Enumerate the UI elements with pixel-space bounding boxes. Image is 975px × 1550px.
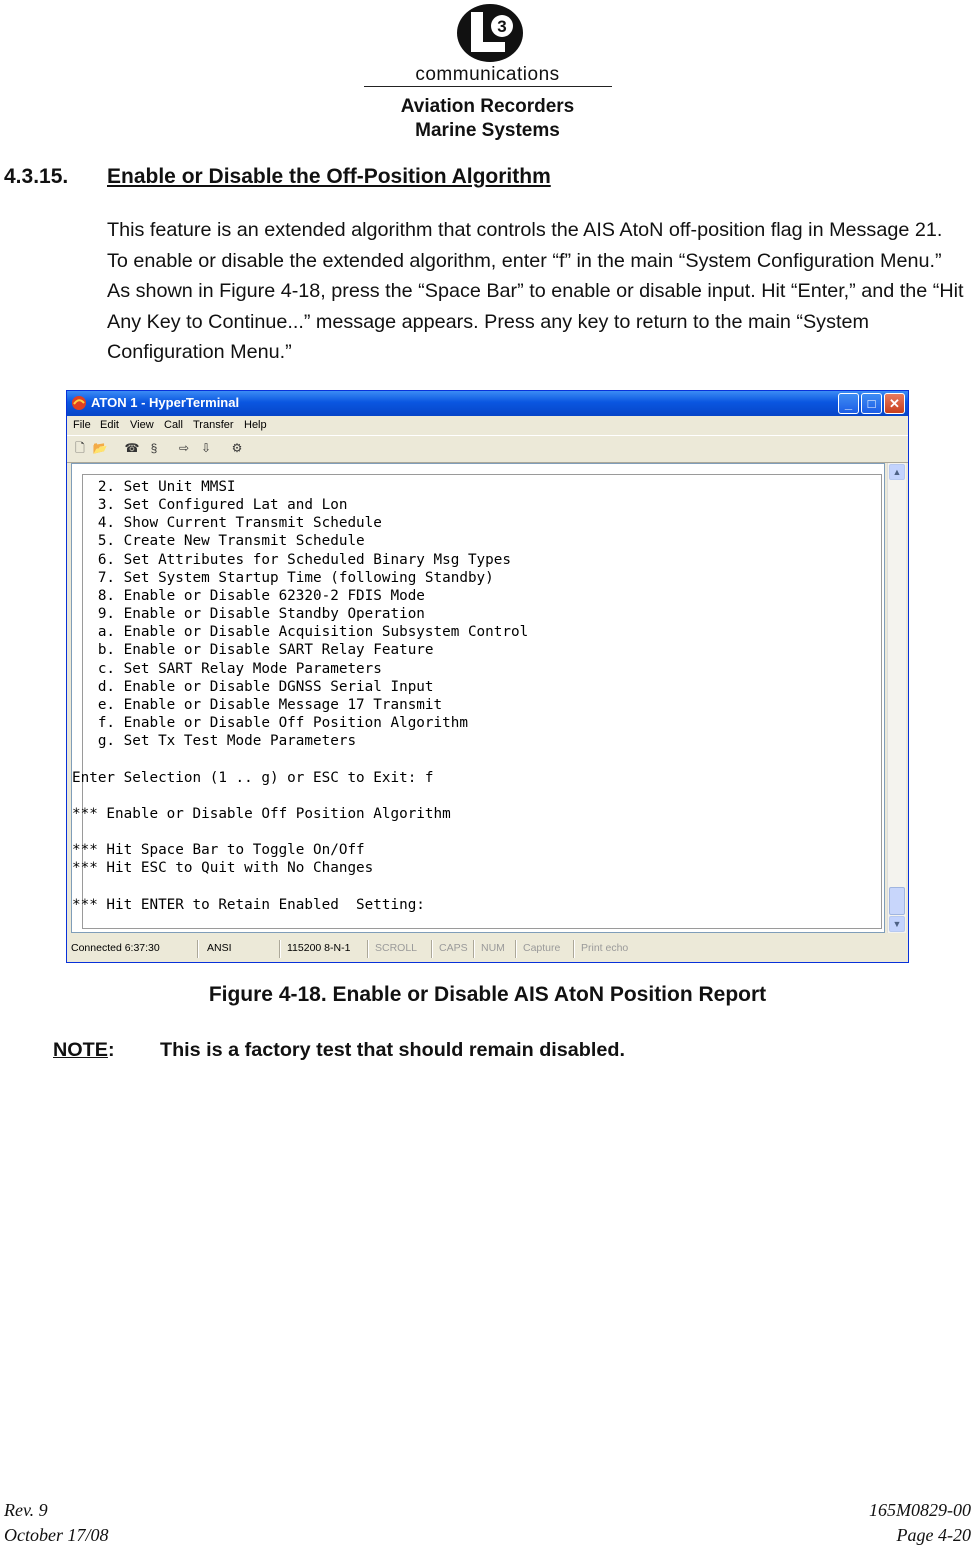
disconnect-icon[interactable]: § [150, 441, 158, 455]
footer-page: Page 4-20 [896, 1525, 971, 1545]
note-label-word: NOTE [53, 1039, 108, 1061]
minimize-button[interactable] [838, 393, 859, 414]
terminal-line: 5. Create New Transmit Schedule [72, 533, 365, 550]
close-button[interactable] [884, 393, 905, 414]
terminal-line: 2. Set Unit MMSI [72, 479, 236, 495]
note-text: This is a factory test that should remain disabled. [160, 1039, 625, 1061]
menu-transfer[interactable]: Transfer [193, 419, 234, 431]
figure-caption: Figure 4-18. Enable or Disable AIS AtoN Position Report [208, 983, 767, 1006]
chevron-down-icon: ▼ [892, 919, 902, 929]
menu-help[interactable]: Help [244, 419, 267, 431]
maximize-button[interactable] [861, 393, 882, 414]
terminal-line: 4. Show Current Transmit Schedule [72, 515, 382, 532]
status-print-echo: Print echo [581, 942, 629, 954]
terminal-text [72, 478, 528, 914]
receive-icon[interactable]: ⇩ [200, 441, 212, 455]
status-divider [431, 940, 433, 958]
status-divider [367, 940, 369, 958]
status-bar [67, 937, 908, 962]
terminal-line: 7. Set System Startup Time (following Standby) [72, 569, 494, 586]
section-body: This feature is an extended algorithm that controls the AIS AtoN off-position flag in Message 21. To enable or disable the extended algorithm, enter “f” in the main “System Configuration Menu.” As shown in Figure 4-18, press the “Space Bar” to enable or disable input. Hit “Enter,” and the “Hit Any Key to Continue...” message appears. Press any key to return to the main “System Configuration Menu.” [107, 219, 964, 363]
status-divider [573, 940, 575, 958]
status-divider [279, 940, 281, 958]
svg-text:3: 3 [497, 17, 507, 36]
terminal-line: e. Enable or Disable Message 17 Transmit [72, 696, 443, 713]
footer-rev: Rev. 9 [4, 1500, 48, 1520]
chevron-up-icon: ▲ [892, 467, 902, 477]
terminal-line: *** Hit Space Bar to Toggle On/Off [72, 842, 365, 859]
terminal-line: 6. Set Attributes for Scheduled Binary Msg Types [72, 551, 511, 568]
terminal-line: d. Enable or Disable DGNSS Serial Input [72, 678, 434, 695]
terminal-line: c. Set SART Relay Mode Parameters [72, 660, 382, 677]
terminal-line: Enter Selection (1 .. g) or ESC to Exit: f [72, 769, 434, 786]
footer-doc-number: 165M0829-00 [869, 1500, 971, 1520]
hyperterminal-window [66, 390, 909, 963]
menu-bar [67, 416, 908, 434]
hyperterminal-icon [71, 395, 87, 411]
footer-date: October 17/08 [4, 1525, 109, 1545]
close-icon: ✕ [889, 396, 900, 411]
section-title: Enable or Disable the Off-Position Algorithm [107, 165, 551, 188]
header-rule [364, 86, 612, 87]
terminal-line: *** Hit ENTER to Retain Enabled Setting: [72, 896, 425, 913]
menu-file[interactable]: File [73, 419, 91, 431]
terminal-area[interactable] [71, 463, 885, 933]
window-titlebar[interactable] [67, 391, 908, 416]
status-scroll: SCROLL [375, 942, 418, 954]
status-divider [473, 940, 475, 958]
scroll-down-button[interactable] [889, 916, 905, 932]
terminal-line: 8. Enable or Disable 62320-2 FDIS Mode [72, 587, 425, 604]
status-caps: CAPS [439, 942, 468, 954]
menu-call[interactable]: Call [164, 419, 183, 431]
status-port: 115200 8-N-1 [287, 942, 351, 954]
status-divider [197, 940, 199, 958]
terminal-line: f. Enable or Disable Off Position Algorithm [72, 715, 468, 732]
new-connection-icon[interactable]: 🗋 [75, 441, 85, 455]
brand-wordmark: communications [415, 64, 560, 85]
terminal-line: *** Enable or Disable Off Position Algorithm [72, 805, 451, 822]
send-icon[interactable]: ⇨ [178, 441, 190, 455]
org-line-2: Marine Systems [415, 120, 560, 141]
open-folder-icon[interactable]: 📂 [92, 441, 108, 455]
l3-logo [455, 2, 525, 64]
terminal-line: 9. Enable or Disable Standby Operation [72, 606, 425, 623]
section-number: 4.3.15. [4, 165, 69, 188]
scroll-up-button[interactable] [889, 464, 905, 480]
menu-view[interactable]: View [130, 419, 154, 431]
org-line-1: Aviation Recorders [400, 96, 575, 117]
status-connected: Connected 6:37:30 [71, 942, 160, 954]
status-emulation: ANSI [207, 942, 232, 954]
toolbar [67, 435, 908, 463]
window-title: ATON 1 - HyperTerminal [91, 395, 240, 410]
terminal-line: 3. Set Configured Lat and Lon [72, 497, 348, 514]
status-divider [515, 940, 517, 958]
terminal-line: g. Set Tx Test Mode Parameters [72, 733, 357, 750]
connect-icon[interactable]: ☎ [124, 441, 140, 455]
minimize-icon: _ [844, 396, 853, 411]
menu-edit[interactable]: Edit [100, 419, 119, 431]
properties-icon[interactable]: ⚙ [231, 441, 243, 455]
status-num: NUM [481, 942, 505, 954]
terminal-line: a. Enable or Disable Acquisition Subsystem Control [72, 624, 529, 641]
terminal-line: *** Hit ESC to Quit with No Changes [72, 860, 374, 877]
note-colon: : [107, 1039, 115, 1061]
note-label [53, 1039, 115, 1062]
vertical-scrollbar[interactable] [887, 463, 906, 933]
scroll-thumb[interactable] [889, 887, 905, 915]
status-capture: Capture [523, 942, 561, 954]
maximize-icon: □ [867, 396, 876, 411]
terminal-line: b. Enable or Disable SART Relay Feature [72, 642, 434, 659]
